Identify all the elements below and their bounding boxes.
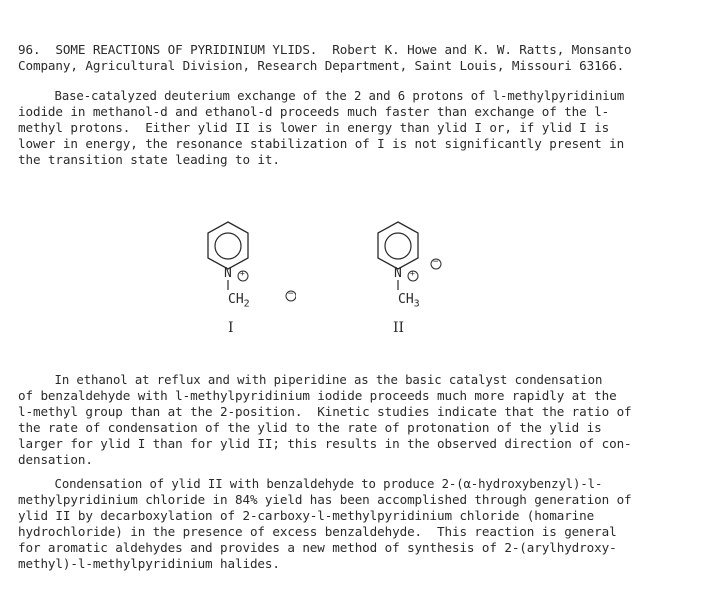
ylid-i-structure <box>196 218 296 318</box>
paragraph-3-line: ylid II by decarboxylation of 2-carboxy-l-methylpyridinium chloride (homarine <box>18 508 595 523</box>
ylid-i-label: I <box>228 320 234 336</box>
paragraph-1-line: Base-catalyzed deuterium exchange of the 2 and 6 protons of l-methylpyridinium <box>18 89 625 103</box>
paragraph-3-line: hydrochloride) in the presence of excess benzaldehyde. This reaction is general <box>18 524 617 539</box>
paragraph-1-line: lower in energy, the resonance stabilization of I is not significantly present in <box>18 136 625 151</box>
paragraph-1-line: iodide in methanol-d and ethanol-d proceeds much faster than exchange of the l- <box>18 104 610 119</box>
paragraph-3-line: methylpyridinium chloride in 84% yield has been accomplished through generation of <box>18 492 632 507</box>
paragraph-3-line: methyl)-l-methylpyridinium halides. <box>18 556 280 571</box>
paragraph-2-line: of benzaldehyde with l-methylpyridinium iodide proceeds much more rapidly at the <box>18 388 617 403</box>
negative-charge: − <box>288 289 294 299</box>
paragraph-2-line: l-methyl group than at the 2-position. Kinetic studies indicate that the ratio of <box>18 404 632 419</box>
paragraph-2-line: the rate of condensation of the ylid to the rate of protonation of the ylid is <box>18 420 602 435</box>
paragraph-2-line: larger for ylid I than for ylid II; this results in the observed direction of con- <box>18 436 632 451</box>
header-line-2: Company, Agricultural Division, Research Department, Saint Louis, Missouri 63166. <box>18 58 625 73</box>
negative-charge: − <box>433 257 439 267</box>
paragraph-2-line: In ethanol at reflux and with piperidine as the basic catalyst condensation <box>18 373 603 387</box>
positive-charge: + <box>240 269 245 278</box>
positive-charge: + <box>410 269 415 278</box>
ylid-ii-structure <box>366 218 466 318</box>
paragraph-1-line: the transition state leading to it. <box>18 152 280 167</box>
methylene-group: $CH_2$ <box>228 292 250 310</box>
paragraph-3-line: for aromatic aldehydes and provides a new method of synthesis of 2-(arylhydroxy- <box>18 540 617 555</box>
paragraph-3-line: Condensation of ylid II with benzaldehyde to produce 2-(α-hydroxybenzyl)-l- <box>18 477 603 491</box>
nitrogen-label: N <box>394 266 402 281</box>
nitrogen-label: N <box>224 266 232 281</box>
methyl-group: $CH_3$ <box>398 292 420 310</box>
paragraph-2-line: densation. <box>18 452 93 467</box>
header-line-1: 96. SOME REACTIONS OF PYRIDINIUM YLIDS. Robert K. Howe and K. W. Ratts, Monsanto <box>18 42 632 57</box>
ylid-ii-label: II <box>393 320 405 336</box>
paragraph-1-line: methyl protons. Either ylid II is lower in energy than ylid I or, if ylid I is <box>18 120 610 135</box>
